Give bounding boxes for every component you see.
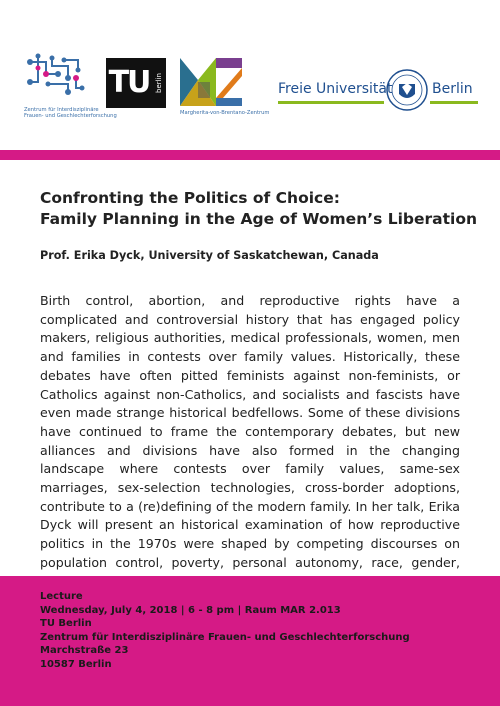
event-datetime: Wednesday, July 4, 2018 | 6 - 8 pm | Raum MAR 2.013: [40, 604, 341, 616]
tu-mark: TU: [106, 58, 152, 108]
event-city: 10587 Berlin: [40, 658, 112, 670]
mvbz-logo: [180, 58, 242, 106]
fu-berlin-logo: [278, 68, 478, 118]
fu-seal-icon: [386, 68, 428, 112]
tu-side: berlin: [152, 58, 166, 108]
zifg-logo: [24, 52, 88, 104]
title-line: Confronting the Politics of Choice:: [40, 189, 340, 207]
zifg-text-line: Frauen- und Geschlechterforschung: [24, 113, 117, 120]
event-center: Zentrum für Interdisziplinäre Frauen- und Geschlechterforschung: [40, 631, 410, 643]
event-street: Marchstraße 23: [40, 645, 129, 657]
fu-text-right: Berlin: [432, 81, 473, 97]
tu-berlin-logo: [106, 58, 166, 108]
lecture-title: [40, 188, 480, 230]
title-line: Family Planning in the Age of Women’s Liberation: [40, 210, 478, 228]
accent-bar: [0, 150, 500, 160]
fu-text-left: Freie Universität: [278, 81, 393, 97]
speaker-name: Prof. Erika Dyck, University of Saskatchewan, Canada: [40, 249, 379, 262]
fu-green-rule: [430, 101, 478, 104]
fu-green-rule: [278, 101, 384, 104]
lecture-abstract: Birth control, abortion, and reproductive rights have a complicated and controversial history that has engaged policy makers, religious authorities, medical professionals, women, men and families in contests over family values. Historically, these debates have often pitted feminists against non-feminists, or Catholics against non-Catholics, and socialists and fascists have even made strange historical bedfellows. Some of these divisions have continued to frame the contemporary debates, but new alliances and divisions have also formed in the changing landscape where contests over family values, same-sex marriages, sex-selection technologies, cross-border adoptions, contribute to a (re)defining of the modern family. In her talk, Erika Dyck will present an historical examination of how reproductive politics in the 1970s were shaped by competing discourses on population control, poverty, personal autonomy, race, gender,: [40, 293, 460, 570]
mvbz-caption: Margherita-von-Brentano-Zentrum: [180, 110, 270, 116]
zifg-text-line: Zentrum für Interdisziplinäre: [24, 107, 99, 113]
event-institution: TU Berlin: [40, 618, 92, 630]
event-type: Lecture: [40, 591, 83, 602]
logo-header: [0, 0, 500, 140]
zifg-logo-text: [24, 107, 117, 119]
event-details-panel: [0, 576, 500, 706]
